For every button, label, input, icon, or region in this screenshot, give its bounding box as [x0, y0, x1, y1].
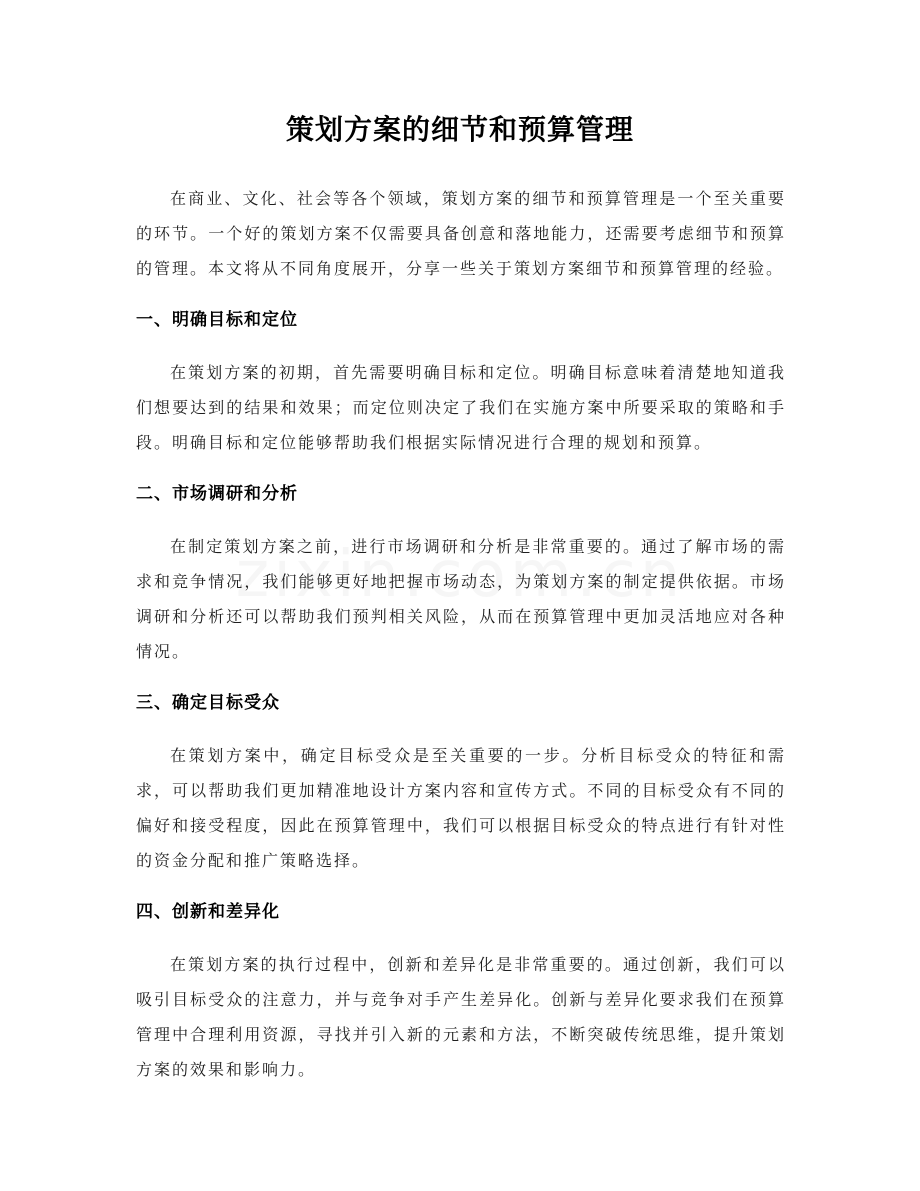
section-3	[136, 686, 786, 878]
section-paragraph: 在制定策划方案之前，进行市场调研和分析是非常重要的。通过了解市场的需求和竞争情况，我们能够更好地把握市场动态，为策划方案的制定提供依据。市场调研和分析还可以帮助我们预判相关风险，从而在预算管理中更加灵活地应对各种情况。	[136, 537, 786, 661]
document-title: 策划方案的细节和预算管理	[285, 113, 634, 146]
section-heading: 三、确定目标受众	[136, 693, 280, 713]
section-2	[136, 477, 786, 669]
section-1	[136, 303, 786, 460]
intro-paragraph: 在商业、文化、社会等各个领域，策划方案的细节和预算管理是一个至关重要的环节。一个好的策划方案不仅需要具备创意和落地能力，还需要考虑细节和预算的管理。本文将从不同角度展开，分享一些关于策划方案细节和预算管理的经验。	[136, 189, 786, 278]
section-heading: 一、明确目标和定位	[136, 310, 298, 330]
section-paragraph: 在策划方案中，确定目标受众是至关重要的一步。分析目标受众的特征和需求，可以帮助我们更加精准地设计方案内容和宣传方式。不同的目标受众有不同的偏好和接受程度，因此在预算管理中，我们可以根据目标受众的特点进行有针对性的资金分配和推广策略选择。	[136, 746, 786, 870]
section-heading: 二、市场调研和分析	[136, 484, 298, 504]
section-paragraph: 在策划方案的执行过程中，创新和差异化是非常重要的。通过创新，我们可以吸引目标受众的注意力，并与竞争对手产生差异化。创新与差异化要求我们在预算管理中合理利用资源，寻找并引入新的元素和方法，不断突破传统思维，提升策划方案的效果和影响力。	[136, 955, 786, 1079]
section-4	[136, 895, 786, 1087]
section-heading: 四、创新和差异化	[136, 902, 280, 922]
section-paragraph: 在策划方案的初期，首先需要明确目标和定位。明确目标意味着清楚地知道我们想要达到的结果和效果；而定位则决定了我们在实施方案中所要采取的策略和手段。明确目标和定位能够帮助我们根据实际情况进行合理的规划和预算。	[136, 363, 786, 452]
document-body	[136, 181, 786, 1087]
